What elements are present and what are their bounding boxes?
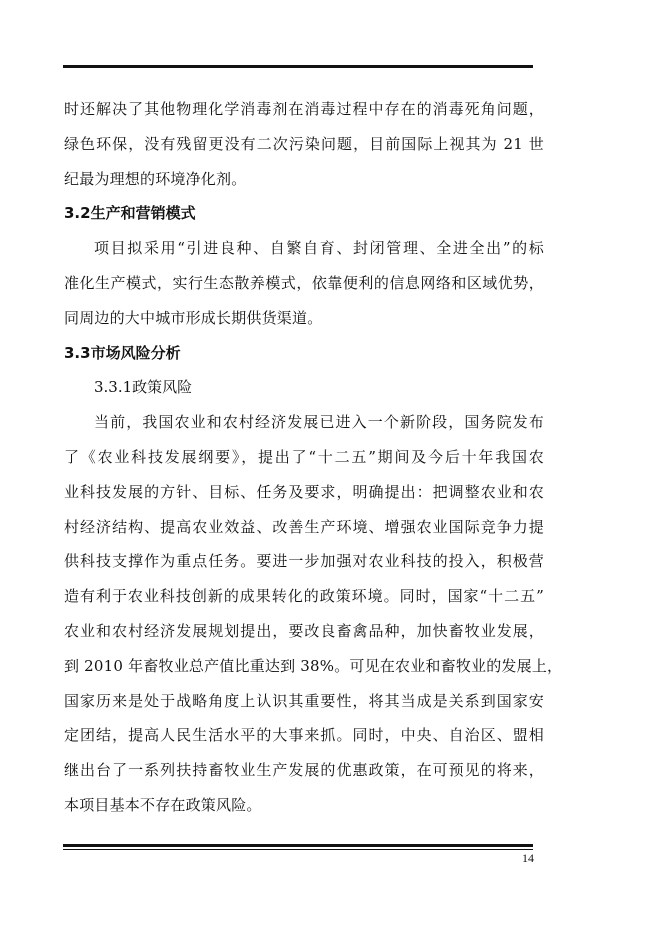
text-line: 本项目基本不存在政策风险。 bbox=[64, 795, 262, 814]
text-line: 同周边的大中城市形成长期供货渠道。 bbox=[64, 308, 323, 327]
text-line: 业科技发展的方针、目标、任务及要求，明确提出：把调整农业和农 bbox=[64, 482, 544, 501]
text-line: 供科技支撑作为重点任务。要进一步加强对农业科技的投入，积极营 bbox=[64, 552, 544, 571]
text-line: 当前，我国农业和农村经济发展已进入一个新阶段，国务院发布 bbox=[94, 413, 544, 432]
text-line: 定团结，提高人民生活水平的大事来抓。同时，中央、自治区、盟相 bbox=[64, 726, 544, 745]
text-line: 时还解决了其他物理化学消毒剂在消毒过程中存在的消毒死角问题， bbox=[64, 100, 544, 118]
header-rule bbox=[63, 65, 533, 68]
paragraph-policy-risk bbox=[64, 405, 563, 823]
paragraph-production-model bbox=[64, 231, 544, 335]
footer-rule bbox=[63, 844, 533, 847]
text-line: 纪最为理想的环境净化剂。 bbox=[64, 169, 247, 188]
text-line: 绿色环保，没有残留更没有二次污染问题，目前国际上视其为 21 世 bbox=[64, 134, 544, 153]
text-line: 到 2010 年畜牧业总产值比重达到 38%。可见在农业和畜牧业的发展上， bbox=[64, 656, 563, 675]
text-line: 国家历来是处于战略角度上认识其重要性，将其当成是关系到国家安 bbox=[64, 691, 544, 710]
subsection-heading-3-3-1: 3.3.1政策风险 bbox=[94, 378, 193, 397]
text-line: 造有利于农业科技创新的成果转化的政策环境。同时，国家“十二五” bbox=[64, 587, 544, 606]
text-line: 继出台了一系列扶持畜牧业生产发展的优惠政策，在可预见的将来， bbox=[64, 761, 544, 780]
text-line: 准化生产模式，实行生态散养模式，依靠便利的信息网络和区域优势， bbox=[64, 273, 544, 292]
text-line: 村经济结构、提高农业效益、改善生产环境、增强农业国际竞争力提 bbox=[64, 517, 544, 536]
text-line: 项目拟采用“引进良种、自繁自育、封闭管理、全进全出”的标 bbox=[94, 239, 544, 258]
paragraph-environment bbox=[64, 92, 544, 196]
footer-rule-thin bbox=[63, 849, 533, 850]
text-line: 农业和农村经济发展规划提出，要改良畜禽品种，加快畜牧业发展， bbox=[64, 621, 544, 640]
section-heading-3-3: 3.3市场风险分析 bbox=[64, 343, 181, 362]
section-heading-3-2: 3.2生产和营销模式 bbox=[64, 204, 196, 223]
page-number: 14 bbox=[522, 851, 534, 865]
text-line: 了《农业科技发展纲要》，提出了“十二五”期间及今后十年我国农 bbox=[64, 447, 544, 466]
document-body bbox=[64, 92, 563, 823]
